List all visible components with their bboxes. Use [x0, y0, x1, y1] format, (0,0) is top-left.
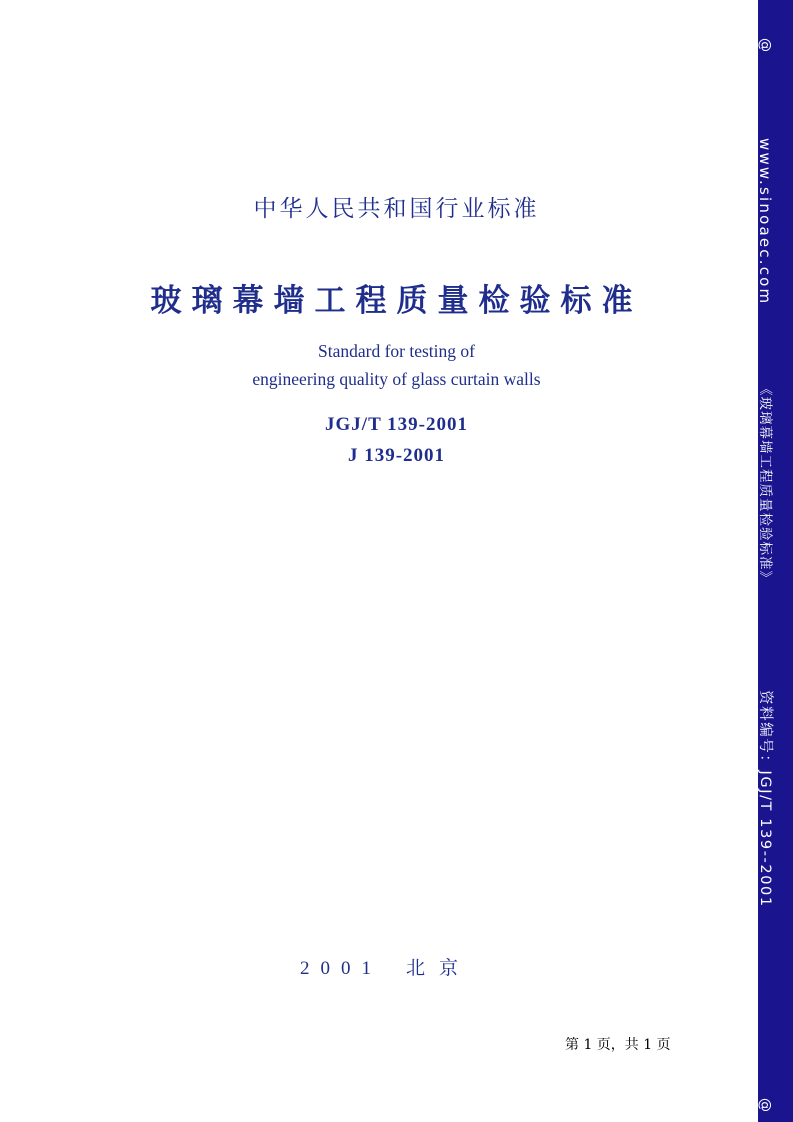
side-watermark-band	[758, 0, 793, 1122]
publication-info	[300, 953, 472, 980]
standard-code-secondary: J 139-2001	[347, 445, 446, 466]
publication-city: 北京	[406, 957, 473, 979]
standard-code-primary: JGJ/T 139-2001	[325, 414, 468, 435]
website-link[interactable]: www.sinoaec.com	[756, 138, 774, 306]
english-subtitle-line-1: Standard for testing of	[318, 341, 475, 361]
side-document-code: 资料编号：JGJ/T 139--2001	[757, 690, 773, 908]
side-document-title: 《玻璃幕墙工程质量检验标准》	[757, 382, 773, 585]
page-counter: 第 1 页，共 1 页	[565, 1037, 671, 1053]
english-subtitle-line-2: engineering quality of glass curtain walls	[252, 369, 541, 389]
standard-category: 中华人民共和国行业标准	[253, 196, 540, 222]
english-subtitle	[0, 337, 793, 393]
side-band-text	[747, 0, 782, 1122]
document-title: 玻璃幕墙工程质量检验标准	[150, 283, 643, 319]
publication-year: 2001	[300, 958, 382, 979]
at-symbol-top: @	[757, 38, 773, 52]
at-symbol-bottom: @	[757, 1098, 773, 1112]
